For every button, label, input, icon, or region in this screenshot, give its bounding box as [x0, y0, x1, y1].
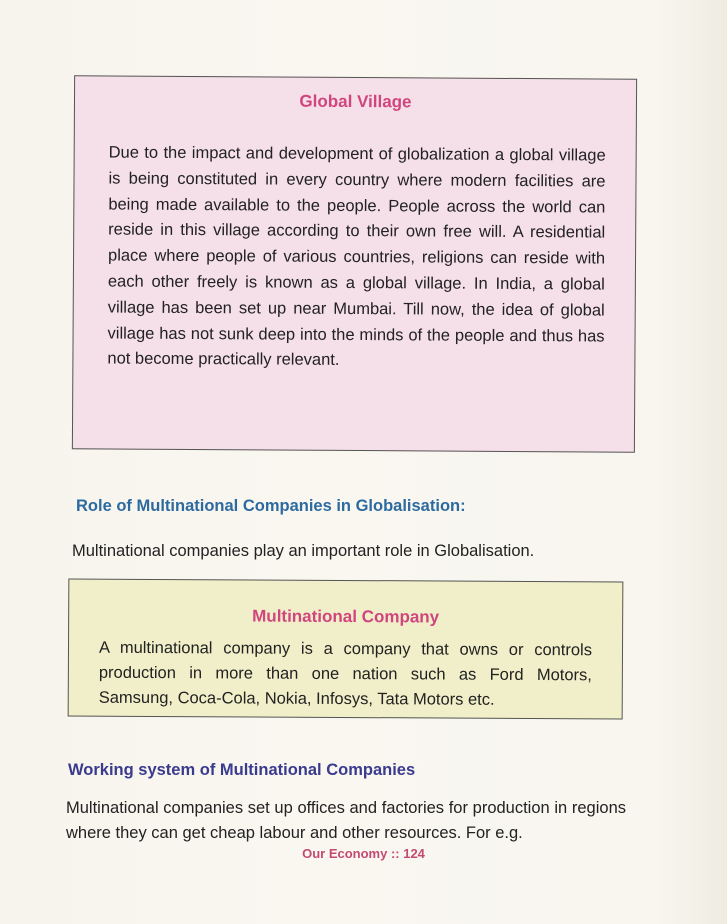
global-village-title: Global Village	[299, 91, 412, 112]
multinational-company-body: A multinational company is a company that owns or controls production in more than one nation such as Ford Motors, Samsung, Coca-Cola, Nokia, Infosys, Tata Motors etc.	[98, 638, 593, 709]
working-section-heading: Working system of Multinational Companies	[68, 761, 416, 779]
role-section-heading: Role of Multinational Companies in Globalisation:	[76, 497, 466, 515]
working-section-text: Multinational companies set up offices and factories for production in regions where they can get cheap labour and other resources. For e.g.	[66, 799, 626, 842]
global-village-body: Due to the impact and development of globalization a global village is being constituted in every country where modern facilities are being made available to the people. People across the world can reside in this village according to their own free will. A residential place where people of various countries, religions can reside with each other freely is known as a global village. In India, a global village has been set up near Mumbai. Till now, the idea of global village has not sunk deep into the minds of the people and thus has not become practically relevant.	[107, 143, 606, 370]
multinational-company-title: Multinational Company	[252, 606, 440, 627]
page-footer: Our Economy :: 124	[302, 846, 425, 861]
global-village-box	[72, 75, 637, 452]
role-section-text: Multinational companies play an important role in Globalisation.	[72, 542, 535, 560]
multinational-company-box	[68, 579, 624, 720]
